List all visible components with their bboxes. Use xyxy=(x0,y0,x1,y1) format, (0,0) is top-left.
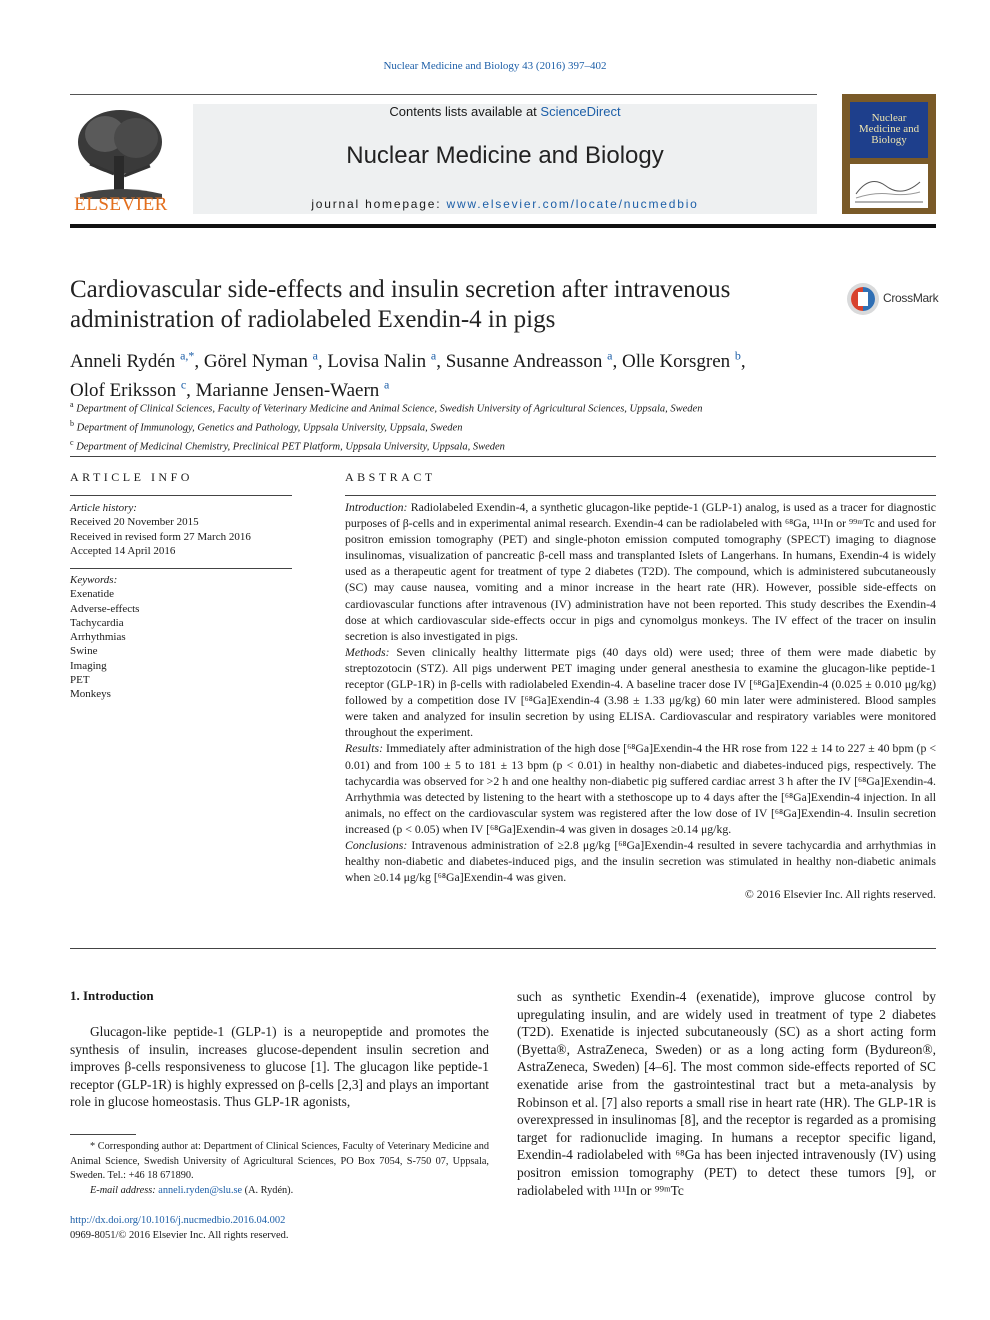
homepage-prefix: journal homepage: xyxy=(311,197,447,211)
keyword: Tachycardia xyxy=(70,616,124,629)
author[interactable]: Olle Korsgren $^b$, xyxy=(622,349,746,373)
keyword: Exenatide xyxy=(70,588,114,601)
keyword: Adverse-effects xyxy=(70,602,140,615)
affiliations xyxy=(70,398,870,455)
publisher-name: ELSEVIER xyxy=(74,194,168,215)
author[interactable]: Anneli Rydén $^{a,*}$, xyxy=(70,349,204,373)
author[interactable]: Lovisa Nalin $^a$, xyxy=(327,349,446,373)
contents-line xyxy=(193,104,817,119)
elsevier-logo xyxy=(70,104,172,214)
body-column-right: such as synthetic Exendin-4 (exenatide), improve glucose control by upregulating insulin, and are widely used in treatment of type 2 diabetes (T2D). Exenatide is injected subcutaneously (SC) as a short acting form (Byetta®, AstraZeneca, Sweden) or as a long acting form (Bydureon®, AstraZeneca, Sweden) [4–6]. The most common side-effects reported of SC exenatide arise from the gastrointestinal tract but a meta-analysis by Robinson et al. [7] also reports a small rise in heart rate (HR). The GLP-1R is overexpressed in insulinomas [8], and the receptor is regarded as a promising target for radionuclide imaging. In humans a receptor specific ligand, Exendin-4 radiolabeled with ⁶⁸Ga has been injected intravenously (IV) using positron emission tomography (PET) to detect these tumors [9], or radiolabeled with ¹¹¹In or ⁹⁹ᵐTc xyxy=(517,989,936,1198)
history-item: Received in revised form 27 March 2016 xyxy=(70,530,251,543)
history-item: Received 20 November 2015 xyxy=(70,516,199,529)
abstract-introduction: Introduction: Radiolabeled Exendin-4, a synthetic glucagon-like peptide-1 (GLP-1) analog, is used as a tracer for diagnostic purposes of β-cells and in experimental animal research. Exendin-4 can be radiolabeled with ⁶⁸Ga, ¹¹¹In or ⁹⁹ᵐTc and used for positron emission tomography (PET) and single-photon emission computed tomography (SPECT) imaging to diagnose insulinomas, visualization of pancreatic β-cell mass and transplanted Islets of Langerhans. In humans, Exendin-4 is widely used as a therapeutic agent for treatment of type 2 diabetes (T2D). The compound, which is administered subcutaneously (SC) may cause nausea, vomiting and a minor increase in the heart rate (HR). However, possible side-effects on cardiovascular functions after intravenous (IV) administration have not been reported. This study describes the Exendin-4 dose at which cardiovascular side-effects occur in pigs and cynomolgus monkeys. The IV effect of the tracer on insulin secretion is also investigated in pigs. xyxy=(345,500,936,643)
sciencedirect-link[interactable]: ScienceDirect xyxy=(540,104,621,119)
author[interactable]: Görel Nyman $^a$, xyxy=(203,349,328,373)
email-link[interactable]: anneli.ryden@slu.se xyxy=(158,1184,243,1196)
journal-title: Nuclear Medicine and Biology xyxy=(346,142,664,169)
author-list xyxy=(70,345,790,402)
history-label: Article history: xyxy=(70,502,137,514)
section-rule xyxy=(70,456,936,457)
journal-cover[interactable] xyxy=(842,94,936,214)
affiliation: $^a$ Department of Clinical Sciences, Faculty of Veterinary Medicine and Animal Science, Swedish University of Agricultural Sciences, Uppsala, Sweden xyxy=(70,400,703,415)
abstract-body xyxy=(345,499,936,902)
author[interactable]: Olof Eriksson $^c$, xyxy=(70,377,196,401)
article-info-heading: ARTICLE INFO xyxy=(70,470,193,484)
abstract-conclusions: Conclusions: Intravenous administration of ≥2.8 μg/kg [⁶⁸Ga]Exendin-4 resulted in severe tachycardia and arrhythmias in healthy non-diabetic and diabetes-induced pigs, and the insulin secretion was stimulated in healthy non-diabetic animals when ≥0.14 μg/kg [⁶⁸Ga]Exendin-4 was given. xyxy=(345,837,936,885)
corresponding-author: * Corresponding author at: Department of Clinical Sciences, Faculty of Veterinary Medicine and Animal Science, Swedish University of Agricultural Sciences, PO Box 7054, S-750 07, Uppsala, Sweden. Tel.: +46 18 671890. xyxy=(70,1141,489,1181)
author[interactable]: Susanne Andreasson $^a$, xyxy=(445,349,622,373)
author-affiliation-mark: a xyxy=(384,377,390,392)
issn-line: 0969-8051/© 2016 Elsevier Inc. All rights reserved. xyxy=(70,1229,289,1241)
footnote-rule xyxy=(70,1134,136,1135)
cover-figure xyxy=(850,164,928,208)
affiliation: $^c$ Department of Medicinal Chemistry, Preclinical PET Platform, Uppsala University, Uppsala, Sweden xyxy=(70,438,505,453)
keywords xyxy=(70,573,292,702)
keyword: PET xyxy=(70,674,90,687)
abstract-heading: ABSTRACT xyxy=(345,470,436,484)
cover-title: Nuclear Medicine and Biology xyxy=(858,112,920,146)
history-item: Accepted 14 April 2016 xyxy=(70,544,176,557)
author-affiliation-mark: a,* xyxy=(180,349,195,363)
abstract-copyright: © 2016 Elsevier Inc. All rights reserved. xyxy=(744,887,936,902)
crossmark-label: CrossMark xyxy=(883,291,939,305)
author[interactable]: Marianne Jensen-Waern $^a$ xyxy=(195,377,390,401)
crossmark-icon xyxy=(846,282,880,316)
header-rule xyxy=(70,94,817,95)
doi-block xyxy=(70,1214,289,1243)
keyword: Arrhythmias xyxy=(70,631,126,644)
section-heading: 1. Introduction xyxy=(70,988,154,1003)
abstract-methods: Methods: Seven clinically healthy littermate pigs (40 days old) were used; three of them were made diabetic by streptozotocin (STZ). All pigs underwent PET imaging under general anesthesia to examine the glucagon-like peptide-1 receptor (GLP-1R) in β-cells with radiolabeled Exendin-4. A baseline tracer dose IV [⁶⁸Ga]Exendin-4 (0.025 ± 0.010 μg/kg) followed by a competition dose IV [⁶⁸Ga]Exendin-4 (3.98 ± 1.33 μg/kg) 60 min later were administered. Blood samples were taken and analyzed for insulin secretion by using ELISA. Cardiovascular and respiratory variables were monitored throughout the experiment. xyxy=(345,644,937,740)
email-line: E-mail address: anneli.ryden@slu.se (A. Rydén). xyxy=(90,1184,294,1196)
keyword: Imaging xyxy=(70,659,107,672)
author-affiliation-mark: a xyxy=(430,349,437,363)
doi-link[interactable]: http://dx.doi.org/10.1016/j.nucmedbio.2016.04.002 xyxy=(70,1215,286,1226)
author-affiliation-mark: a xyxy=(312,349,318,363)
journal-homepage xyxy=(193,197,817,211)
journal-citation[interactable]: Nuclear Medicine and Biology 43 (2016) 397–402 xyxy=(383,60,607,72)
article-history xyxy=(70,501,292,558)
cover-chart-icon xyxy=(850,164,928,208)
journal-banner xyxy=(193,104,817,214)
homepage-link[interactable]: www.elsevier.com/locate/nucmedbio xyxy=(446,197,699,211)
article-title: Cardiovascular side-effects and insulin secretion after intravenous administration of radiolabeled Exendin-4 in pigs xyxy=(70,276,731,333)
contents-prefix: Contents lists available at xyxy=(389,104,541,119)
author-affiliation-mark: b xyxy=(734,349,741,363)
body-column-left: Glucagon-like peptide-1 (GLP-1) is a neuropeptide and promotes the synthesis of insulin, increases glucose-dependent insulin secretion and improves β-cells responsiveness to glucose [1]. The glucagon like peptide-1 receptor (GLP-1R) is highly expressed on β-cells [2,3] and plays an important role in glucose homeostasis. Thus GLP-1R agonists, xyxy=(70,1024,489,1110)
abstract-results: Results: Immediately after administration of the high dose [⁶⁸Ga]Exendin-4 the HR rose from 122 ± 14 to 227 ± 40 bpm (p < 0.01) and from 100 ± 5 to 181 ± 13 bpm (p < 0.01) in healthy non-diabetic and diabetes-induced pigs, respectively. The tachycardia was observed for >2 h and one healthy non-diabetic pig suffered cardiac arrest 3 h after the IV [⁶⁸Ga]Exendin-4. Arrhythmia was detected by listening to the heart with a stethoscope up to 4 days after the [⁶⁸Ga]Exendin-4 injection. In all animals, no effect on the cardiovascular system was registered after the low dose of IV [⁶⁸Ga]Exendin-4. Insulin secretion increased (p < 0.05) when IV [⁶⁸Ga]Exendin-4 was given in dosages ≥0.14 μg/kg. xyxy=(345,741,936,836)
corresponding-footnote xyxy=(70,1140,489,1198)
cover-title-box xyxy=(850,102,928,158)
affiliation: $^b$ Department of Immunology, Genetics and Pathology, Uppsala University, Uppsala, Sweden xyxy=(70,419,463,434)
keyword: Swine xyxy=(70,645,98,658)
keywords-label: Keywords: xyxy=(70,574,118,586)
abstract-rule xyxy=(345,495,936,496)
article-info-rule xyxy=(70,495,292,496)
keywords-rule xyxy=(70,568,292,569)
crossmark-button[interactable] xyxy=(846,282,939,316)
abstract-end-rule xyxy=(70,948,936,949)
header-thick-rule xyxy=(70,224,936,228)
author-affiliation-mark: a xyxy=(607,349,613,363)
keyword: Monkeys xyxy=(70,688,111,701)
author-affiliation-mark: c xyxy=(180,377,187,392)
